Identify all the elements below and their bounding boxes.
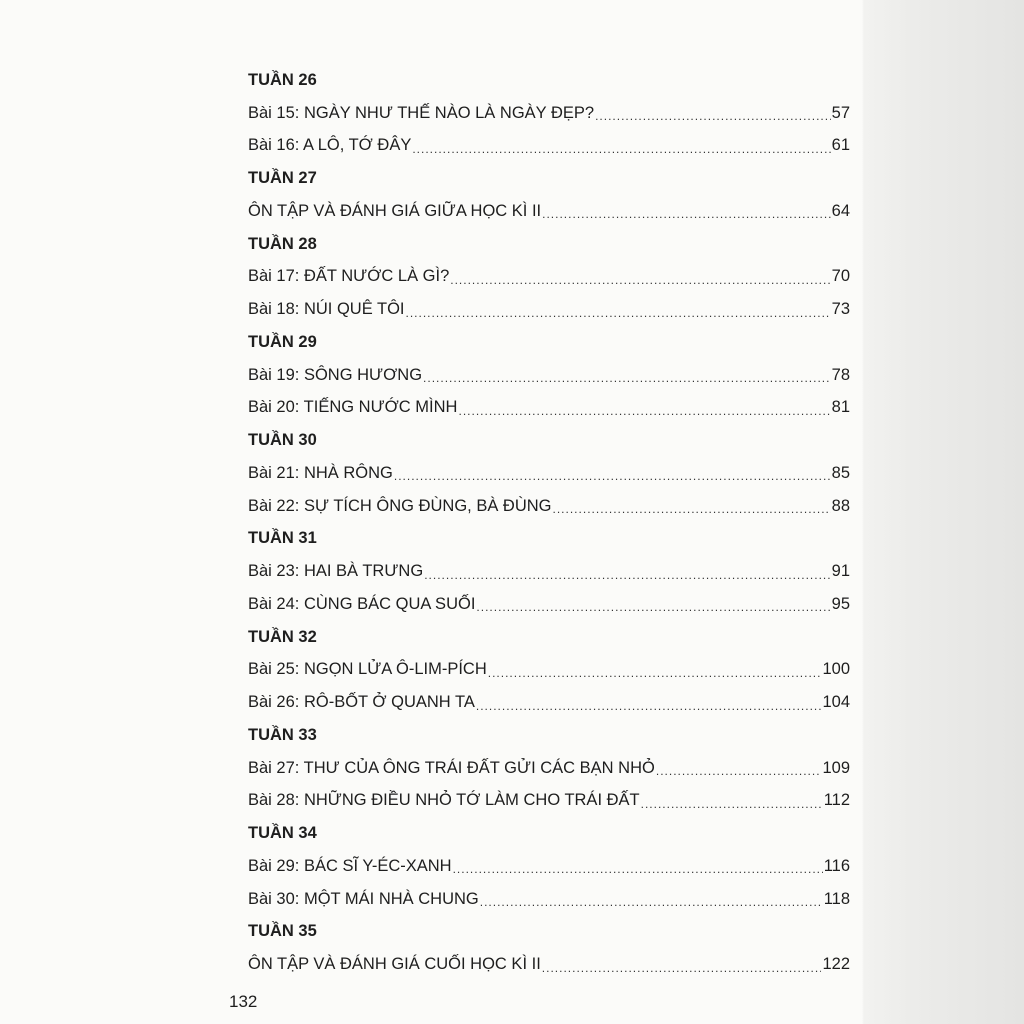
entry-title: Bài 17: ĐẤT NƯỚC LÀ GÌ? bbox=[248, 267, 450, 286]
entry-page-number: 109 bbox=[822, 758, 850, 777]
week-heading bbox=[248, 621, 850, 654]
toc-entry bbox=[248, 752, 850, 785]
entry-page-number: 88 bbox=[831, 496, 850, 515]
entry-page-number: 95 bbox=[831, 594, 850, 613]
page-number: 132 bbox=[229, 992, 258, 1011]
toc-entry bbox=[248, 490, 850, 523]
entry-page-number: 81 bbox=[831, 398, 850, 417]
entry-page-number: 100 bbox=[822, 660, 850, 679]
dot-leader bbox=[542, 961, 822, 975]
dot-leader bbox=[394, 469, 831, 483]
entry-page-number: 64 bbox=[831, 201, 850, 220]
toc-entry bbox=[248, 654, 850, 687]
dot-leader bbox=[412, 142, 830, 156]
entry-page-number: 57 bbox=[831, 103, 850, 122]
entry-title: Bài 19: SÔNG HƯƠNG bbox=[248, 365, 423, 384]
toc-entry bbox=[248, 261, 850, 294]
week-label: TUẦN 28 bbox=[248, 234, 317, 253]
entry-title: Bài 22: SỰ TÍCH ÔNG ĐÙNG, BÀ ĐÙNG bbox=[248, 496, 552, 515]
week-heading bbox=[248, 817, 850, 850]
entry-title: ÔN TẬP VÀ ĐÁNH GIÁ GIỮA HỌC KÌ II bbox=[248, 201, 542, 220]
dot-leader bbox=[458, 404, 830, 418]
toc-entry bbox=[248, 686, 850, 719]
entry-title: Bài 23: HAI BÀ TRƯNG bbox=[248, 562, 424, 581]
dot-leader bbox=[453, 862, 823, 876]
entry-title: Bài 26: RÔ-BỐT Ở QUANH TA bbox=[248, 693, 475, 712]
dot-leader bbox=[595, 109, 831, 123]
dot-leader bbox=[542, 207, 831, 221]
toc-entry bbox=[248, 457, 850, 490]
dot-leader bbox=[423, 371, 831, 385]
week-label: TUẦN 33 bbox=[248, 725, 317, 744]
entry-title: Bài 16: A LÔ, TỚ ĐÂY bbox=[248, 136, 412, 155]
entry-page-number: 73 bbox=[831, 300, 850, 319]
entry-title: Bài 28: NHỮNG ĐIỀU NHỎ TỚ LÀM CHO TRÁI ĐẤT bbox=[248, 791, 640, 810]
entry-title: Bài 24: CÙNG BÁC QUA SUỐI bbox=[248, 594, 476, 613]
toc-entry bbox=[248, 195, 850, 228]
dot-leader bbox=[424, 568, 830, 582]
dot-leader bbox=[406, 306, 831, 320]
toc-entry bbox=[248, 948, 850, 981]
dot-leader bbox=[476, 699, 822, 713]
dot-leader bbox=[476, 600, 830, 614]
entry-page-number: 85 bbox=[831, 463, 850, 482]
toc-entry bbox=[248, 359, 850, 392]
entry-title: Bài 27: THƯ CỦA ÔNG TRÁI ĐẤT GỬI CÁC BẠN NHỎ bbox=[248, 758, 655, 777]
toc-entry bbox=[248, 392, 850, 425]
dot-leader bbox=[450, 273, 830, 287]
toc-entry bbox=[248, 293, 850, 326]
entry-title: Bài 25: NGỌN LỬA Ô-LIM-PÍCH bbox=[248, 660, 487, 679]
week-label: TUẦN 29 bbox=[248, 332, 317, 351]
entry-title: Bài 29: BÁC SĨ Y-ÉC-XANH bbox=[248, 856, 452, 875]
entry-page-number: 104 bbox=[822, 693, 850, 712]
entry-title: Bài 20: TIẾNG NƯỚC MÌNH bbox=[248, 398, 458, 417]
week-label: TUẦN 30 bbox=[248, 431, 317, 450]
week-heading bbox=[248, 719, 850, 752]
toc-entry bbox=[248, 785, 850, 818]
dot-leader bbox=[553, 502, 831, 516]
dot-leader bbox=[656, 764, 822, 778]
table-of-contents bbox=[248, 64, 850, 981]
week-label: TUẦN 32 bbox=[248, 627, 317, 646]
week-heading bbox=[248, 228, 850, 261]
entry-title: Bài 18: NÚI QUÊ TÔI bbox=[248, 300, 405, 319]
week-label: TUẦN 31 bbox=[248, 529, 317, 548]
entry-title: Bài 30: MỘT MÁI NHÀ CHUNG bbox=[248, 889, 479, 908]
week-heading bbox=[248, 64, 850, 97]
entry-page-number: 91 bbox=[831, 562, 850, 581]
week-heading bbox=[248, 326, 850, 359]
week-label: TUẦN 27 bbox=[248, 169, 317, 188]
week-heading bbox=[248, 523, 850, 556]
week-label: TUẦN 26 bbox=[248, 70, 317, 89]
entry-page-number: 118 bbox=[823, 889, 850, 908]
toc-entry bbox=[248, 588, 850, 621]
toc-entry bbox=[248, 130, 850, 163]
page-edge-shadow bbox=[862, 0, 1024, 1024]
week-heading bbox=[248, 424, 850, 457]
entry-title: Bài 15: NGÀY NHƯ THẾ NÀO LÀ NGÀY ĐẸP? bbox=[248, 103, 595, 122]
entry-page-number: 70 bbox=[831, 267, 850, 286]
entry-page-number: 116 bbox=[823, 856, 850, 875]
entry-page-number: 112 bbox=[823, 791, 850, 810]
dot-leader bbox=[480, 895, 823, 909]
entry-page-number: 61 bbox=[831, 136, 850, 155]
toc-entry bbox=[248, 883, 850, 916]
entry-title: Bài 21: NHÀ RÔNG bbox=[248, 463, 393, 482]
dot-leader bbox=[641, 797, 823, 811]
week-heading bbox=[248, 916, 850, 949]
toc-entry bbox=[248, 555, 850, 588]
week-label: TUẦN 35 bbox=[248, 922, 317, 941]
entry-page-number: 122 bbox=[822, 955, 850, 974]
dot-leader bbox=[488, 666, 822, 680]
toc-entry bbox=[248, 850, 850, 883]
week-heading bbox=[248, 162, 850, 195]
toc-entry bbox=[248, 97, 850, 130]
entry-title: ÔN TẬP VÀ ĐÁNH GIÁ CUỐI HỌC KÌ II bbox=[248, 955, 541, 974]
entry-page-number: 78 bbox=[831, 365, 850, 384]
week-label: TUẦN 34 bbox=[248, 824, 317, 843]
